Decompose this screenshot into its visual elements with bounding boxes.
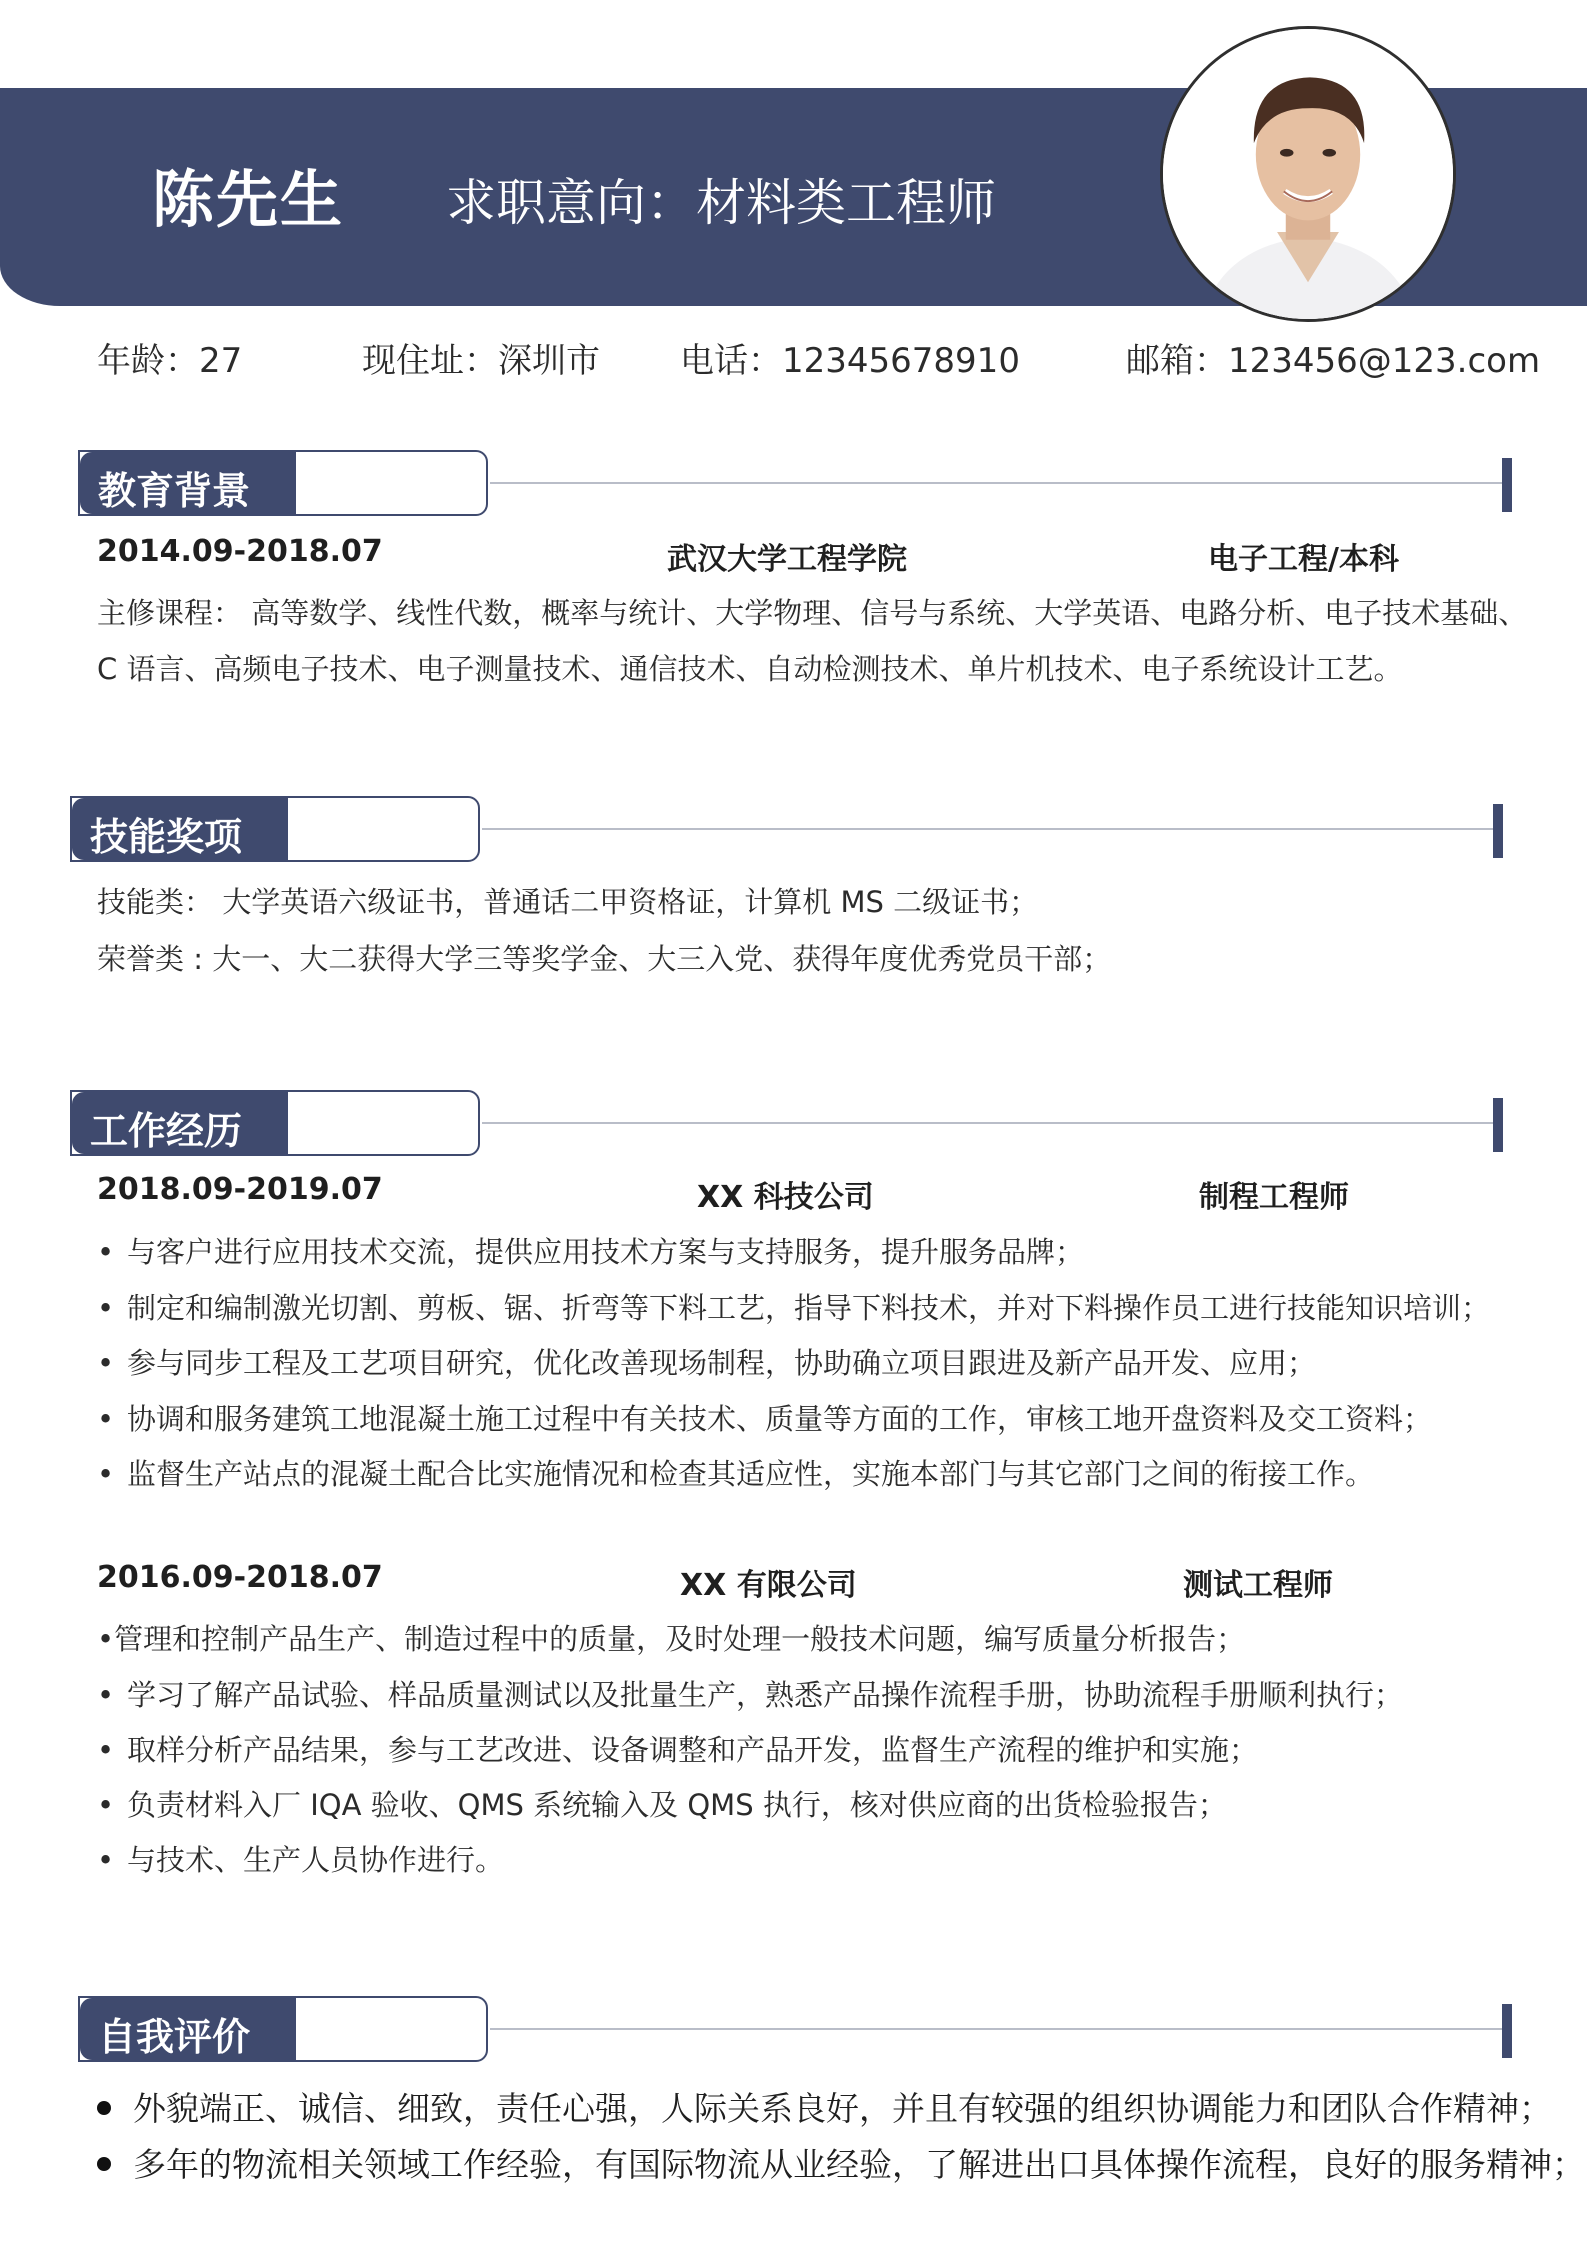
work-1-role: 制程工程师 — [1199, 1180, 1349, 1215]
section-tab — [78, 1996, 488, 2062]
list-item: • 取样分析产品结果，参与工艺改进、设备调整和产品开发，监督生产流程的维护和实施； — [97, 1733, 1259, 1767]
section-title: 自我评价 — [98, 2015, 251, 2059]
section-skills-header — [0, 796, 1587, 866]
section-divider — [490, 2028, 1510, 2030]
section-end-marker — [1502, 458, 1512, 512]
work-2-period: 2016.09-2018.07 — [97, 1560, 383, 1595]
list-item: 多年的物流相关领域工作经验，有国际物流从业经验，了解进出口具体操作流程，良好的服务精神； — [97, 2139, 1585, 2186]
section-end-marker — [1502, 2004, 1512, 2058]
section-end-marker — [1493, 804, 1503, 858]
skills-line2: 荣誉类 : 大一、大二获得大学三等奖学金、大三入党、获得年度优秀党员干部； — [97, 942, 1112, 976]
section-education-header — [0, 450, 1587, 520]
info-age: 年龄：27 — [97, 341, 243, 381]
job-intent: 求职意向：材料类工程师 — [446, 174, 996, 232]
list-item: • 与技术、生产人员协作进行。 — [97, 1843, 505, 1877]
section-divider — [482, 828, 1502, 830]
education-major: 电子工程/本科 — [1208, 542, 1399, 577]
work-2-role: 测试工程师 — [1183, 1568, 1333, 1603]
list-item: • 监督生产站点的混凝土配合比实施情况和检查其适应性，实施本部门与其它部门之间的衔接工作。 — [97, 1457, 1375, 1491]
section-divider — [482, 1122, 1502, 1124]
education-period: 2014.09-2018.07 — [97, 534, 383, 569]
list-item: • 协调和服务建筑工地混凝土施工过程中有关技术、质量等方面的工作，审核工地开盘资料及交工资料； — [97, 1402, 1433, 1436]
candidate-name: 陈先生 — [152, 163, 345, 236]
avatar — [1160, 26, 1456, 322]
list-item: • 学习了解产品试验、样品质量测试以及批量生产，熟悉产品操作流程手册，协助流程手册顺利执行； — [97, 1678, 1404, 1712]
education-school: 武汉大学工程学院 — [667, 542, 907, 577]
list-item: 外貌端正、诚信、细致，责任心强，人际关系良好，并且有较强的组织协调能力和团队合作精神； — [97, 2083, 1552, 2130]
list-item: •管理和控制产品生产、制造过程中的质量，及时处理一般技术问题，编写质量分析报告； — [97, 1622, 1246, 1656]
section-end-marker — [1493, 1098, 1503, 1152]
info-address: 现住址：深圳市 — [362, 341, 600, 381]
section-tab — [78, 450, 488, 516]
list-item: • 负责材料入厂 IQA 验收、QMS 系统输入及 QMS 执行，核对供应商的出货检验报告； — [97, 1788, 1227, 1822]
portrait-icon — [1163, 29, 1453, 319]
work-1-period: 2018.09-2019.07 — [97, 1172, 383, 1207]
section-title: 技能奖项 — [90, 815, 243, 859]
education-courses-line1: 主修课程： 高等数学、线性代数，概率与统计、大学物理、信号与系统、大学英语、电路分析、电子技术基础、 — [97, 596, 1528, 630]
section-title: 工作经历 — [90, 1109, 243, 1153]
list-item: • 制定和编制激光切割、剪板、锯、折弯等下料工艺，指导下料技术，并对下料操作员工进行技能知识培训； — [97, 1291, 1491, 1325]
list-item: • 参与同步工程及工艺项目研究，优化改善现场制程，协助确立项目跟进及新产品开发、应用； — [97, 1346, 1317, 1380]
work-1-company: XX 科技公司 — [697, 1180, 874, 1215]
section-title: 教育背景 — [98, 469, 251, 513]
section-tab — [70, 796, 480, 862]
section-divider — [490, 482, 1510, 484]
section-self-header — [0, 1996, 1587, 2066]
info-email: 邮箱：123456@123.com — [1126, 341, 1541, 381]
section-tab — [70, 1090, 480, 1156]
section-work-header — [0, 1090, 1587, 1160]
list-item: • 与客户进行应用技术交流，提供应用技术方案与支持服务，提升服务品牌； — [97, 1235, 1085, 1269]
work-2-company: XX 有限公司 — [680, 1568, 857, 1603]
info-phone: 电话：12345678910 — [680, 341, 1020, 381]
skills-line1: 技能类： 大学英语六级证书，普通话二甲资格证，计算机 MS 二级证书； — [97, 885, 1039, 919]
education-courses-line2: C 语言、高频电子技术、电子测量技术、通信技术、自动检测技术、单片机技术、电子系统设计工艺。 — [97, 652, 1403, 686]
